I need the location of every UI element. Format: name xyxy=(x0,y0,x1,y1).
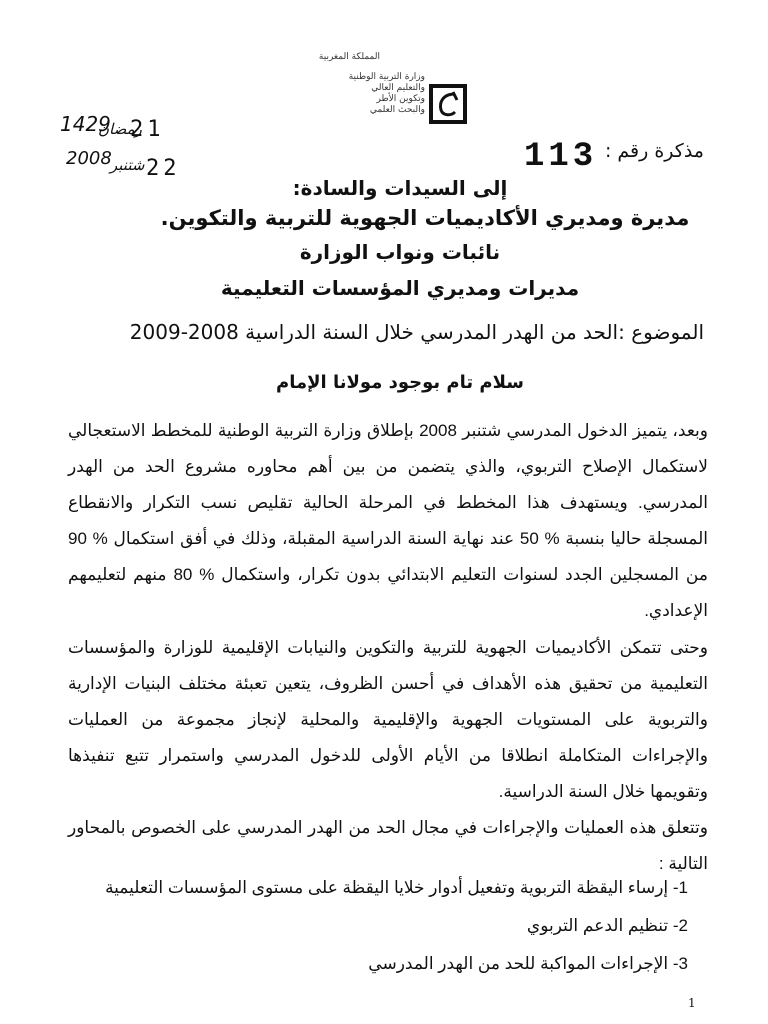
list-item: 3- الإجراءات المواكبة للحد من الهدر المدرسي xyxy=(368,954,688,973)
subject-line: الموضوع :الحد من الهدر المدرسي خلال السنة الدراسية 2008-2009 xyxy=(129,320,704,344)
salutation: سلام تام بوجود مولانا الإمام xyxy=(276,372,524,393)
ministry-line: وزارة التربية الوطنية xyxy=(348,72,425,82)
hijri-day: 21 xyxy=(130,117,165,142)
hijri-month: رمضان xyxy=(98,120,142,138)
recipient-line: نائبات ونواب الوزارة xyxy=(299,240,501,264)
body-paragraph: وتتعلق هذه العمليات والإجراءات في مجال الحد من الهدر المدرسي على الخصوص بالمحاور التالية : xyxy=(68,818,708,873)
logo-mark-icon xyxy=(433,88,463,120)
gregorian-year: 2008 xyxy=(66,148,112,169)
gregorian-day: 22 xyxy=(146,156,181,181)
ministry-line: وتكوين الأطر xyxy=(376,94,425,104)
letterhead-ministry xyxy=(290,72,425,116)
gregorian-month: شتنبر xyxy=(110,156,145,174)
recipient-line: مديرة ومديري الأكاديميات الجهوية للتربية والتكوين. xyxy=(160,206,690,230)
memo-number: 113 xyxy=(524,138,598,176)
letterhead-kingdom: المملكة المغربية xyxy=(318,52,380,62)
recipient-line: مديرات ومديري المؤسسات التعليمية xyxy=(220,276,580,300)
page-number: 1 xyxy=(688,996,696,1010)
body-paragraph: وبعد، يتميز الدخول المدرسي شتنبر 2008 بإطلاق وزارة التربية الوطنية للمخطط الاستعجالي لاستكمال الإصلاح التربوي، والذي يتضمن من بين أهم محاوره مشروع الحد من الهدر المدرسي. ويستهدف هذا المخطط في المرحلة الحالية تقليص نسب التكرار والانقطاع المسجلة حاليا بنسبة % 50 عند نهاية السنة الدراسية المقبلة، وذلك في أفق استكمال % 90 من المسجلين الجدد لسنوات التعليم الابتدائي بدون تكرار، واستكمال % 80 منهم لتعليمهم الإعدادي. xyxy=(68,421,708,620)
list-item: 2- تنظيم الدعم التربوي xyxy=(526,916,688,935)
ministry-logo xyxy=(429,84,467,124)
ministry-line: والبحث العلمي xyxy=(369,105,425,115)
recipient-line: إلى السيدات والسادة: xyxy=(292,176,508,200)
memo-label: مذكرة رقم : xyxy=(604,140,704,162)
hijri-year: 1429 xyxy=(60,112,111,136)
list-item: 1- إرساء اليقظة التربوية وتفعيل أدوار خلايا اليقظة على مستوى المؤسسات التعليمية xyxy=(105,878,688,897)
ministry-line: والتعليم العالي xyxy=(371,83,425,93)
body-paragraph: وحتى تتمكن الأكاديميات الجهوية للتربية والتكوين والنيابات الإقليمية للوزارة والمؤسسات التعليمية من تحقيق هذه الأهداف في أحسن الظروف، يتعين تعبئة مختلف البنيات الإدارية والتربوية على المستويات الجهوية والإقليمية والمحلية لإنجاز مجموعة من العمليات والإجراءات المتكاملة انطلاقا من الأيام الأولى للدخول المدرسي واستمرار تتبع تنفيذها وتقويمها خلال السنة الدراسية. xyxy=(68,638,708,801)
